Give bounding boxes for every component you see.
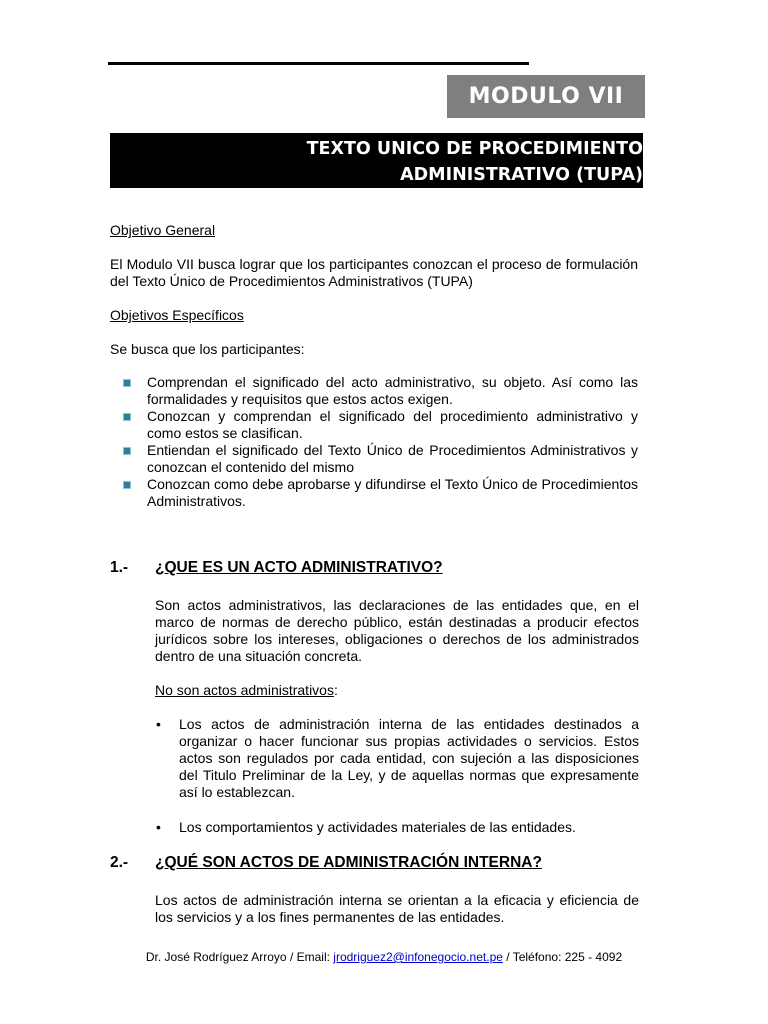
header-rule xyxy=(108,62,529,65)
objetivos-especificos-heading: Objetivos Específicos xyxy=(110,307,244,323)
module-label: MODULO VII xyxy=(468,84,624,109)
list-item: Entiendan el significado del Texto Único de Procedimientos Administrativos y conozcan el contenido del mismo xyxy=(120,442,638,476)
bullet-dot-icon: • xyxy=(156,716,161,732)
page-footer xyxy=(0,950,768,964)
document-title-line2: ADMINISTRATIVO (TUPA) xyxy=(400,165,643,185)
objetivos-list xyxy=(120,374,638,510)
bullet-dot-icon: • xyxy=(156,819,161,835)
section1-subheading: No son actos administrativos: xyxy=(155,682,338,698)
objetivo-general-text: El Modulo VII busca lograr que los participantes conozcan el proceso de formulación del Texto Único de Procedimientos Administrativos (TUPA) xyxy=(110,256,638,289)
square-bullet-icon xyxy=(123,379,131,387)
section2-number: 2.- xyxy=(110,854,129,871)
footer-author: Dr. José Rodríguez Arroyo / Email: xyxy=(145,950,334,964)
list-item: Conozcan y comprendan el significado del procedimiento administrativo y como estos se clasifican. xyxy=(120,408,638,442)
document-title-box xyxy=(110,133,643,188)
objetivo-general-heading: Objetivo General xyxy=(110,222,216,238)
footer-email-link[interactable]: jrodriguez2@infonegocio.net.pe xyxy=(333,950,503,964)
list-item: • Los actos de administración interna de las entidades destinados a organizar o hacer funcionar sus propias actividades o servicios. Estos actos son regulados por cada entidad, con sujeción a las disposiciones del Titulo Preliminar de la Ley, y de aquellas normas que expresamente así lo establezcan. xyxy=(156,716,639,800)
list-item: • Los comportamientos y actividades materiales de las entidades. xyxy=(156,819,576,835)
section2-title: ¿QUÉ SON ACTOS DE ADMINISTRACIÓN INTERNA? xyxy=(155,854,542,871)
section1-bullet-list xyxy=(155,716,639,801)
objetivos-intro: Se busca que los participantes: xyxy=(110,341,305,357)
section1-number: 1.- xyxy=(110,559,129,576)
document-title-line1: TEXTO UNICO DE PROCEDIMIENTO xyxy=(306,139,643,159)
footer-phone: / Teléfono: 225 - 4092 xyxy=(502,950,623,964)
square-bullet-icon xyxy=(123,413,131,421)
square-bullet-icon xyxy=(123,447,131,455)
square-bullet-icon xyxy=(123,481,131,489)
module-label-box xyxy=(447,75,645,118)
list-item: Comprendan el significado del acto administrativo, su objeto. Así como las formalidades y requisitos que estos actos exigen. xyxy=(120,374,638,408)
section1-title: ¿QUE ES UN ACTO ADMINISTRATIVO? xyxy=(155,559,443,576)
section1-paragraph: Son actos administrativos, las declaraciones de las entidades que, en el marco de normas de derecho público, están destinadas a producir efectos jurídicos sobre los intereses, obligaciones o derechos de los administrados dentro de una situación concreta. xyxy=(155,597,639,664)
list-item: Conozcan como debe aprobarse y difundirse el Texto Único de Procedimientos Administrativos. xyxy=(120,476,638,510)
section1-bullet-list-2 xyxy=(155,819,639,836)
section2-paragraph: Los actos de administración interna se orientan a la eficacia y eficiencia de los servicios y a los fines permanentes de las entidades. xyxy=(155,892,639,925)
